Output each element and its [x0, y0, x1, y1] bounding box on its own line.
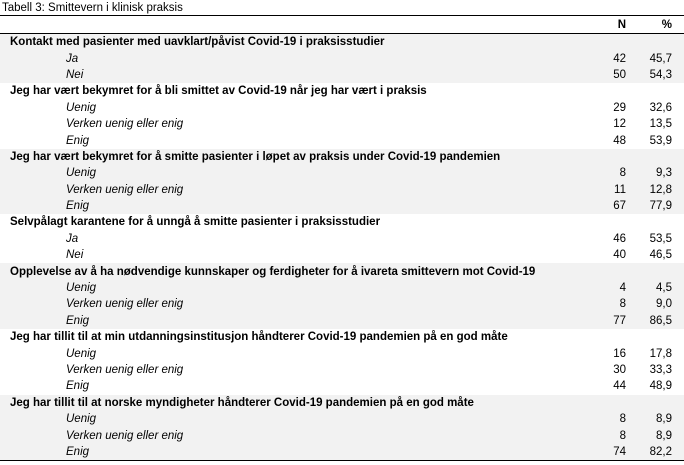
header-blank — [0, 16, 572, 34]
row-label: Verken uenig eller enig — [0, 296, 572, 312]
row-count: 4 — [572, 280, 626, 296]
row-label: Verken uenig eller enig — [66, 118, 184, 131]
row-percent: 4,5 — [626, 280, 684, 296]
header-pct: % — [626, 16, 684, 34]
row-count: 29 — [613, 101, 626, 114]
row-count: 48 — [613, 134, 626, 147]
row-percent: 9,0 — [626, 296, 684, 312]
row-percent: 53,9 — [649, 134, 672, 147]
row-label: Uenig — [0, 165, 572, 181]
row-percent: 54,3 — [626, 67, 684, 83]
table-row — [0, 67, 684, 83]
table-row — [0, 345, 684, 361]
row-percent: 12,8 — [626, 182, 684, 198]
row-percent: 77,9 — [626, 198, 684, 214]
row-percent: 45,7 — [626, 50, 684, 66]
row-label: Uenig — [66, 347, 97, 360]
row-percent: 53,5 — [649, 232, 672, 245]
row-count: 44 — [613, 380, 626, 393]
table-header — [0, 16, 684, 34]
section-title: Kontakt med pasienter med uavklart/påvist Covid-19 i praksisstudier — [0, 34, 684, 51]
table-row — [0, 362, 684, 378]
section-title: Selvpålagt karantene for å unngå å smitte pasienter i praksisstudier — [10, 216, 381, 229]
row-label: Verken uenig eller enig — [0, 427, 572, 443]
row-label: Uenig — [0, 280, 572, 296]
section-heading-row — [0, 395, 684, 411]
row-percent: 33,3 — [649, 364, 672, 376]
table-row — [0, 444, 684, 461]
table-row — [0, 231, 684, 247]
table-row — [0, 182, 684, 198]
table-row — [0, 296, 684, 312]
row-count: 46 — [613, 232, 626, 245]
row-count: 8 — [572, 427, 626, 443]
row-percent: 32,6 — [649, 101, 672, 114]
row-label: Ja — [0, 50, 572, 66]
row-percent: 48,9 — [649, 380, 672, 393]
table-row — [0, 198, 684, 214]
row-count: 50 — [572, 67, 626, 83]
section-heading-row — [0, 83, 684, 99]
row-label: Verken uenig eller enig — [66, 364, 184, 376]
table-caption: Tabell 3: Smittevern i klinisk praksis — [2, 2, 183, 14]
section-title: Jeg har tillit til at norske myndigheter håndterer Covid-19 pandemien på en god måte — [0, 395, 684, 411]
row-count: 77 — [572, 313, 626, 329]
row-percent: 13,5 — [649, 118, 672, 131]
table-row — [0, 378, 684, 394]
row-label: Uenig — [0, 411, 572, 427]
table-row — [0, 411, 684, 427]
row-label: Verken uenig eller enig — [0, 182, 572, 198]
row-count: 11 — [572, 182, 626, 198]
row-percent: 17,8 — [649, 347, 672, 360]
section-title: Jeg har vært bekymret for å smitte pasienter i løpet av praksis under Covid-19 pandemien — [0, 149, 684, 165]
table-row — [0, 100, 684, 116]
row-label: Enig — [0, 198, 572, 214]
row-count: 12 — [613, 118, 626, 131]
table-row — [0, 313, 684, 329]
row-count: 74 — [572, 444, 626, 461]
row-label: Enig — [66, 134, 90, 147]
section-heading-row — [0, 263, 684, 279]
header-n: N — [572, 16, 626, 34]
row-label: Enig — [66, 380, 90, 393]
row-percent: 46,5 — [649, 249, 672, 262]
table-row — [0, 247, 684, 263]
row-count: 30 — [613, 364, 626, 376]
section-heading-row — [0, 34, 684, 51]
row-percent: 9,3 — [626, 165, 684, 181]
section-title: Opplevelse av å ha nødvendige kunnskaper og ferdigheter for å ivareta smittevern mot Covid-19 — [0, 263, 684, 279]
table-body — [0, 34, 684, 461]
table-row — [0, 280, 684, 296]
row-label: Enig — [0, 444, 572, 461]
section-heading-row — [0, 214, 684, 230]
row-count: 16 — [613, 347, 626, 360]
row-label: Nei — [66, 249, 84, 262]
row-label: Nei — [0, 67, 572, 83]
row-count: 8 — [572, 296, 626, 312]
table-row — [0, 50, 684, 66]
row-percent: 82,2 — [626, 444, 684, 461]
section-title: Jeg har tillit til at min utdanningsinstitusjon håndterer Covid-19 pandemien på en god måte — [10, 331, 508, 344]
row-label: Enig — [0, 313, 572, 329]
row-count: 8 — [572, 165, 626, 181]
data-table — [0, 15, 684, 461]
row-label: Ja — [66, 232, 79, 245]
row-count: 8 — [572, 411, 626, 427]
section-heading-row — [0, 149, 684, 165]
section-heading-row — [0, 329, 684, 345]
row-count: 42 — [572, 50, 626, 66]
table-row — [0, 116, 684, 132]
row-percent: 8,9 — [626, 411, 684, 427]
row-count: 40 — [613, 249, 626, 262]
row-count: 67 — [572, 198, 626, 214]
table-row — [0, 427, 684, 443]
table-row — [0, 165, 684, 181]
row-label: Uenig — [66, 101, 97, 114]
row-percent: 8,9 — [626, 427, 684, 443]
table-row — [0, 132, 684, 148]
row-percent: 86,5 — [626, 313, 684, 329]
section-title: Jeg har vært bekymret for å bli smittet av Covid-19 når jeg har vært i praksis — [10, 85, 427, 98]
